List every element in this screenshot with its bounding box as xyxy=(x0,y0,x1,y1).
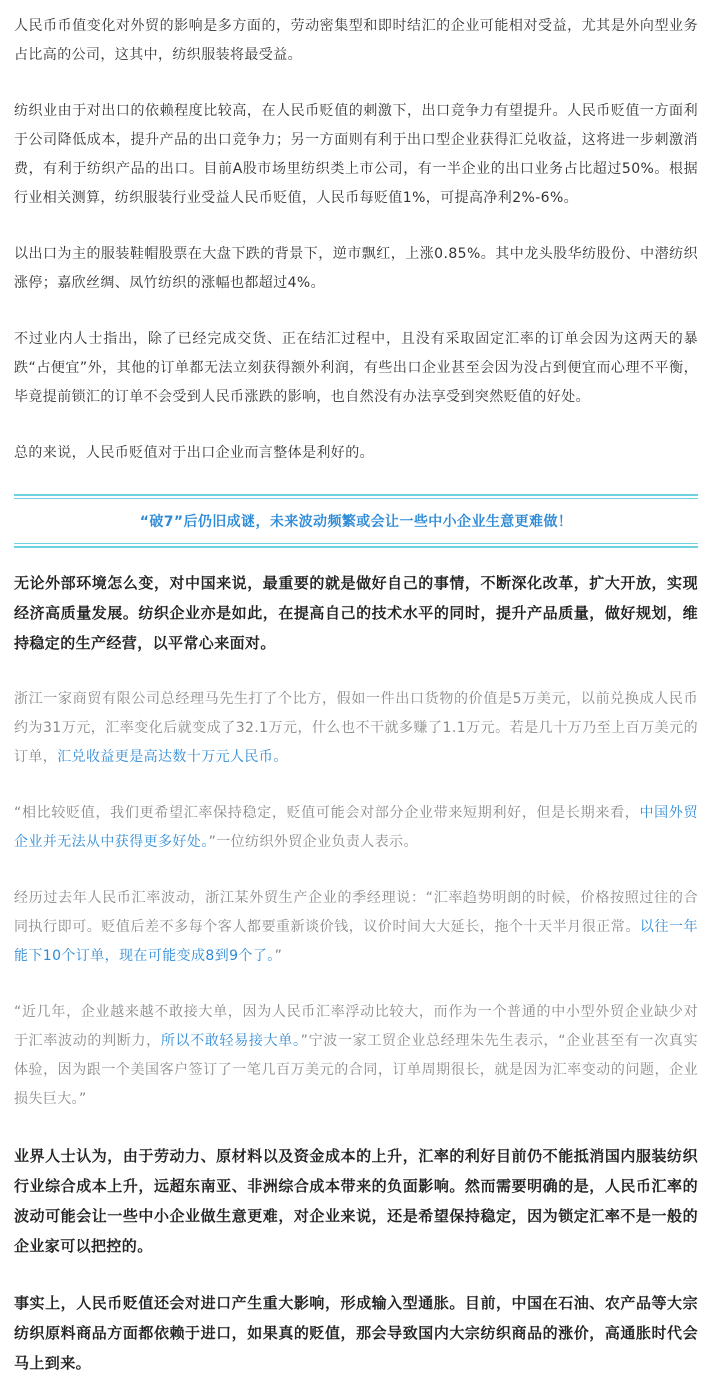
paragraph: 人民币币值变化对外贸的影响是多方面的，劳动密集型和即时结汇的企业可能相对受益，尤其是外向型业务占比高的公司，这其中，纺织服装将最受益。 xyxy=(14,18,698,63)
banner-divider xyxy=(14,498,698,499)
quote-paragraph xyxy=(14,998,698,1114)
bold-paragraph: 事实上，人民币贬值还会对进口产生重大影响，形成输入型通胀。目前，中国在石油、农产品等大宗纺织原料商品方面都依赖于进口，如果真的贬值，那会导致国内大宗纺织商品的涨价，高通胀时代会马上到来。 xyxy=(14,1294,698,1372)
bold-paragraph: 无论外部环境怎么变，对中国来说，最重要的就是做好自己的事情，不断深化改革，扩大开放，实现经济高质量发展。纺织企业亦是如此，在提高自己的技术水平的同时，提升产品质量，做好规划，维持稳定的生产经营，以平常心来面对。 xyxy=(14,574,698,652)
paragraph: 总的来说，人民币贬值对于出口企业而言整体是利好的。 xyxy=(14,445,374,461)
section-heading: “破7”后仍旧成谜，未来波动频繁或会让一些中小企业生意更难做！ xyxy=(139,514,573,530)
highlight-text: 以往一年能下10个订单，现在可能变成8到9个了。 xyxy=(14,919,698,964)
quote-text: 浙江一家商贸有限公司总经理马先生打了个比方，假如一件出口货物的价值是5万美元，以前兑换成人民币约为31万元，汇率变化后就变成了32.1万元，什么也不干就多赚了1.1万元。若是几十万乃至上百万美元的订单， xyxy=(14,691,698,765)
paragraph: 以出口为主的服装鞋帽股票在大盘下跌的背景下，逆市飘红，上涨0.85%。其中龙头股华纺股份、中潜纺织涨停；嘉欣丝绸、凤竹纺织的涨幅也都超过4%。 xyxy=(14,246,698,291)
section-banner xyxy=(14,494,698,548)
highlight-text: 所以不敢轻易接大单。 xyxy=(160,1033,301,1049)
quote-text: ”宁波一家工贸企业总经理朱先生表示，“企业甚至有一次真实体验，因为跟一个美国客户签订了一笔几百万美元的合同，订单周期很长，就是因为汇率变动的问题，企业损失巨大。” xyxy=(14,1033,698,1107)
quote-text: “近几年，企业越来越不敢接大单，因为人民币汇率浮动比较大，而作为一个普通的中小型外贸企业缺少对于汇率波动的判断力， xyxy=(14,1004,698,1049)
banner-divider xyxy=(14,494,698,496)
banner-divider xyxy=(14,543,698,544)
quote-paragraph xyxy=(14,884,698,971)
bold-paragraph: 业界人士认为，由于劳动力、原材料以及资金成本的上升，汇率的利好目前仍不能抵消国内服装纺织行业综合成本上升，远超东南亚、非洲综合成本带来的负面影响。然而需要明确的是，人民币汇率的波动可能会让一些中小企业做生意更难，对企业来说，还是希望保持稳定，因为锁定汇率不是一般的企业家可以把控的。 xyxy=(14,1147,698,1255)
quote-paragraph xyxy=(14,685,698,772)
paragraph: 不过业内人士指出，除了已经完成交货、正在结汇过程中，且没有采取固定汇率的订单会因为这两天的暴跌“占便宜”外，其他的订单都无法立刻获得额外利润，有些出口企业甚至会因为没占到便宜而心理不平衡，毕竟提前锁汇的订单不会受到人民币涨跌的影响，也自然没有办法享受到突然贬值的好处。 xyxy=(14,331,698,405)
quote-text: ” xyxy=(274,948,283,964)
quote-text: “相比较贬值，我们更希望汇率保持稳定，贬值可能会对部分企业带来短期利好，但是长期来看， xyxy=(14,805,640,821)
quote-text: ”一位纺织外贸企业负责人表示。 xyxy=(208,834,418,850)
paragraph: 纺织业由于对出口的依赖程度比较高，在人民币贬值的刺激下，出口竞争力有望提升。人民币贬值一方面利于公司降低成本，提升产品的出口竞争力；另一方面则有利于出口型企业获得汇兑收益，这将进一步刺激消费，有利于纺织产品的出口。目前A股市场里纺织类上市公司，有一半企业的出口业务占比超过50%。根据行业相关测算，纺织服装行业受益人民币贬值，人民币每贬值1%，可提高净利2%-6%。 xyxy=(14,103,698,206)
highlight-text: 汇兑收益更是高达数十万元人民币。 xyxy=(57,749,288,765)
banner-divider xyxy=(14,546,698,548)
quote-text: 经历过去年人民币汇率波动，浙江某外贸生产企业的季经理说：“汇率趋势明朗的时候，价格按照过往的合同执行即可。贬值后差不多每个客人都要重新谈价钱，议价时间大大延长，拖个十天半月很正常。 xyxy=(14,890,698,935)
quote-paragraph xyxy=(14,799,698,857)
highlight-text: 中国外贸企业并无法从中获得更多好处。 xyxy=(14,805,698,850)
